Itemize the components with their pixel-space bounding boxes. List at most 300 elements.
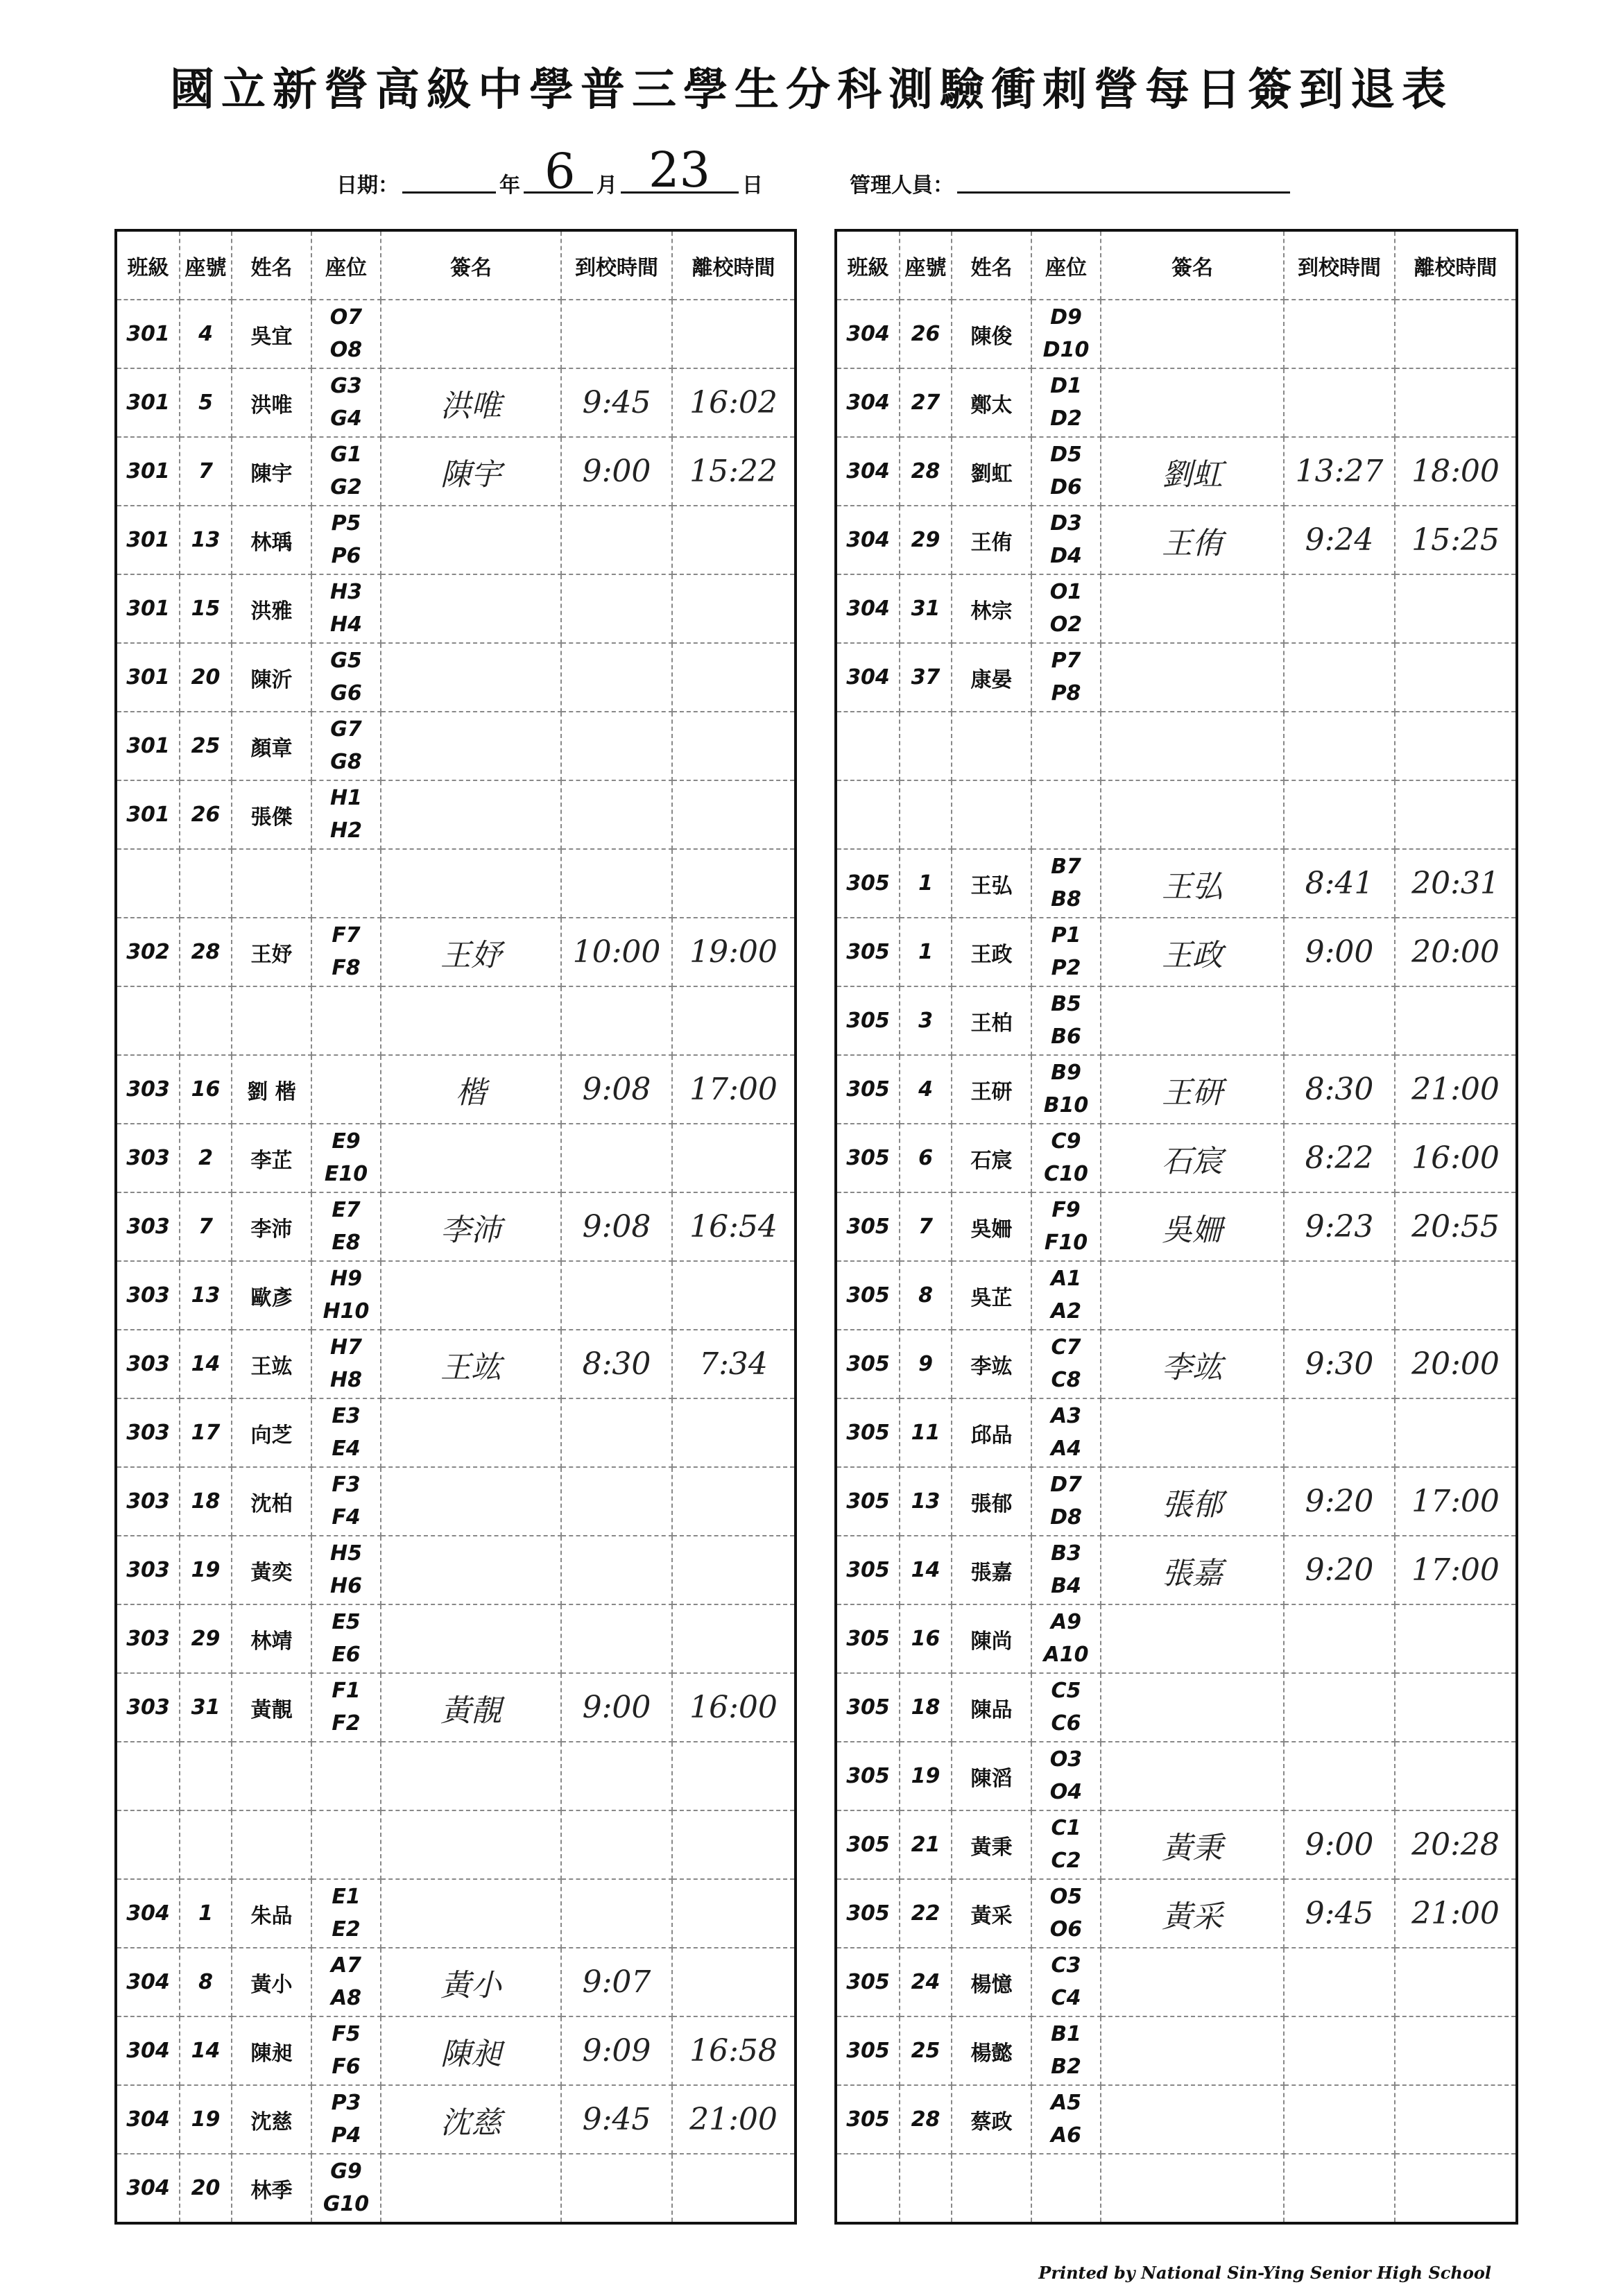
day-label: 日 xyxy=(742,173,763,198)
name-cell: 陳宇 xyxy=(232,437,311,506)
departure-time-cell xyxy=(672,1330,796,1398)
class-cell xyxy=(836,2154,900,2223)
departure-time-cell xyxy=(672,2154,796,2223)
seat-code: F2 xyxy=(332,1711,361,1736)
table-row xyxy=(836,574,1517,643)
day-value: 23 xyxy=(649,142,711,198)
seat-code: G10 xyxy=(323,2191,370,2216)
departure-time-cell xyxy=(1395,1124,1517,1192)
column-header: 簽名 xyxy=(381,230,561,300)
table-row xyxy=(836,2016,1517,2085)
arrival-time-cell xyxy=(1284,2154,1395,2223)
seat-code: C8 xyxy=(1051,1367,1081,1392)
arrival-time-cell xyxy=(561,300,672,368)
page-title: 國立新營高級中學普三學生分科測驗衝刺營每日簽到退表 xyxy=(170,64,1453,116)
handwritten-arrival-time: 9:45 xyxy=(582,385,651,420)
class-cell: 303 xyxy=(116,1192,180,1261)
seat-number-cell: 18 xyxy=(900,1673,952,1742)
seat-code: D9 xyxy=(1050,305,1082,329)
seat-code: A7 xyxy=(330,1953,362,1978)
seat-code: G9 xyxy=(330,2159,362,2184)
table-row xyxy=(836,1948,1517,2016)
table-row xyxy=(836,2154,1517,2223)
handwritten-arrival-time: 8:30 xyxy=(1305,1072,1374,1107)
name-cell: 康晏 xyxy=(952,643,1031,712)
seat-code: H5 xyxy=(330,1541,362,1566)
seat-code: C7 xyxy=(1051,1335,1081,1360)
class-cell: 303 xyxy=(116,1055,180,1124)
arrival-time-cell xyxy=(561,1536,672,1604)
signature-cell xyxy=(1101,643,1284,712)
seat-cell xyxy=(311,1948,381,2016)
name-cell: 王妤 xyxy=(232,918,311,986)
name-cell: 陳沂 xyxy=(232,643,311,712)
seat-code: A1 xyxy=(1050,1267,1082,1291)
year-label: 年 xyxy=(499,173,520,198)
seat-code: F3 xyxy=(332,1473,361,1497)
seat-code: H3 xyxy=(330,580,362,604)
name-cell: 吳姍 xyxy=(952,1192,1031,1261)
arrival-time-cell xyxy=(561,2154,672,2223)
table-row xyxy=(836,1467,1517,1536)
name-cell: 劉 楷 xyxy=(232,1055,311,1124)
seat-code: P4 xyxy=(331,2123,361,2148)
seat-number-cell xyxy=(180,849,232,918)
manager-blank xyxy=(957,191,1290,194)
column-header: 離校時間 xyxy=(1395,230,1517,300)
handwritten-signature: 李竑 xyxy=(1162,1349,1223,1385)
seat-number-cell: 16 xyxy=(900,1604,952,1673)
signature-cell xyxy=(381,780,561,849)
seat-code: B3 xyxy=(1051,1541,1081,1566)
handwritten-arrival-time: 9:08 xyxy=(582,1072,651,1107)
handwritten-signature: 沈慈 xyxy=(440,2105,501,2141)
handwritten-departure-time: 18:00 xyxy=(1411,454,1500,489)
departure-time-cell xyxy=(1395,643,1517,712)
seat-code: C4 xyxy=(1051,1985,1081,2010)
arrival-time-cell xyxy=(1284,1604,1395,1673)
table-row xyxy=(116,1742,796,1810)
departure-time-cell xyxy=(1395,1261,1517,1330)
signature-cell xyxy=(381,1810,561,1879)
seat-cell xyxy=(1031,1398,1101,1467)
seat-cell xyxy=(311,1192,381,1261)
seat-number-cell: 1 xyxy=(180,1879,232,1948)
handwritten-departure-time: 16:00 xyxy=(1411,1140,1500,1176)
seat-number-cell: 7 xyxy=(900,1192,952,1261)
handwritten-arrival-time: 9:09 xyxy=(582,2033,651,2068)
column-header: 座號 xyxy=(180,230,232,300)
year-blank xyxy=(402,191,496,194)
seat-code: P7 xyxy=(1051,649,1081,673)
handwritten-arrival-time: 8:22 xyxy=(1305,1140,1374,1176)
arrival-time-cell xyxy=(561,712,672,780)
table-row xyxy=(836,1261,1517,1330)
seat-number-cell: 14 xyxy=(900,1536,952,1604)
arrival-time-cell xyxy=(1284,437,1395,506)
name-cell: 黃奕 xyxy=(232,1536,311,1604)
seat-code: D10 xyxy=(1042,337,1090,362)
seat-code: H7 xyxy=(330,1335,362,1360)
name-cell: 王弘 xyxy=(952,849,1031,918)
arrival-time-cell xyxy=(561,437,672,506)
departure-time-cell xyxy=(1395,2154,1517,2223)
seat-code: A9 xyxy=(1050,1610,1082,1634)
name-cell: 王侑 xyxy=(952,506,1031,574)
handwritten-arrival-time: 9:07 xyxy=(582,1964,651,2000)
handwritten-signature: 王政 xyxy=(1162,937,1223,973)
name-cell: 沈慈 xyxy=(232,2085,311,2154)
arrival-time-cell xyxy=(561,1742,672,1810)
arrival-time-cell xyxy=(1284,986,1395,1055)
seat-number-cell: 11 xyxy=(900,1398,952,1467)
seat-cell xyxy=(1031,2016,1101,2085)
arrival-time-cell xyxy=(561,1604,672,1673)
class-cell: 305 xyxy=(836,1192,900,1261)
class-cell: 301 xyxy=(116,780,180,849)
seat-number-cell: 8 xyxy=(900,1261,952,1330)
handwritten-signature: 王妤 xyxy=(440,937,501,973)
seat-number-cell xyxy=(900,780,952,849)
seat-code: F6 xyxy=(332,2054,361,2079)
seat-cell xyxy=(1031,1261,1101,1330)
seat-cell xyxy=(311,1330,381,1398)
class-cell: 304 xyxy=(116,1879,180,1948)
departure-time-cell xyxy=(1395,1948,1517,2016)
signature-cell xyxy=(1101,1398,1284,1467)
seat-code: E5 xyxy=(332,1610,361,1634)
table-row xyxy=(116,1948,796,2016)
seat-number-cell: 5 xyxy=(180,368,232,437)
name-cell: 陳俊 xyxy=(952,300,1031,368)
seat-code: B6 xyxy=(1051,1024,1081,1049)
name-cell: 王竑 xyxy=(232,1330,311,1398)
signature-cell xyxy=(381,1192,561,1261)
column-header: 班級 xyxy=(836,230,900,300)
table-row xyxy=(116,712,796,780)
seat-number-cell: 2 xyxy=(180,1124,232,1192)
signature-cell xyxy=(1101,574,1284,643)
seat-number-cell: 19 xyxy=(900,1742,952,1810)
seat-number-cell: 31 xyxy=(900,574,952,643)
departure-time-cell xyxy=(672,1536,796,1604)
seat-cell xyxy=(311,1604,381,1673)
seat-cell xyxy=(1031,1055,1101,1124)
table-row xyxy=(116,1810,796,1879)
handwritten-arrival-time: 9:30 xyxy=(1305,1346,1374,1382)
seat-code: F1 xyxy=(332,1679,361,1703)
seat-cell xyxy=(1031,574,1101,643)
seat-cell xyxy=(311,780,381,849)
seat-code: E4 xyxy=(332,1436,361,1461)
arrival-time-cell xyxy=(561,1467,672,1536)
column-header: 班級 xyxy=(116,230,180,300)
arrival-time-cell xyxy=(1284,1810,1395,1879)
seat-cell xyxy=(1031,300,1101,368)
seat-cell xyxy=(311,437,381,506)
seat-code: C10 xyxy=(1044,1161,1088,1186)
signature-cell xyxy=(381,986,561,1055)
arrival-time-cell xyxy=(1284,1261,1395,1330)
seat-code: B10 xyxy=(1043,1093,1089,1117)
table-row xyxy=(836,506,1517,574)
arrival-time-cell xyxy=(1284,849,1395,918)
handwritten-departure-time: 20:28 xyxy=(1411,1827,1500,1862)
header-row xyxy=(116,230,796,300)
arrival-time-cell xyxy=(561,1330,672,1398)
column-header: 座位 xyxy=(1031,230,1101,300)
seat-cell xyxy=(1031,1810,1101,1879)
table-row xyxy=(116,1604,796,1673)
handwritten-arrival-time: 8:30 xyxy=(582,1346,651,1382)
class-cell: 304 xyxy=(836,506,900,574)
seat-number-cell: 17 xyxy=(180,1398,232,1467)
table-row xyxy=(836,2085,1517,2154)
class-cell: 305 xyxy=(836,1467,900,1536)
signature-cell xyxy=(381,1055,561,1124)
seat-code: O1 xyxy=(1049,580,1083,604)
seat-code: G5 xyxy=(330,649,362,673)
table-row xyxy=(116,1192,796,1261)
table-row xyxy=(116,2085,796,2154)
signature-cell xyxy=(381,1948,561,2016)
departure-time-cell xyxy=(672,574,796,643)
arrival-time-cell xyxy=(1284,574,1395,643)
handwritten-signature: 黃靚 xyxy=(440,1693,501,1729)
departure-time-cell xyxy=(672,1261,796,1330)
handwritten-departure-time: 21:00 xyxy=(689,2102,778,2137)
seat-number-cell: 25 xyxy=(900,2016,952,2085)
table-row xyxy=(116,1467,796,1536)
seat-code: D4 xyxy=(1050,543,1082,568)
arrival-time-cell xyxy=(561,780,672,849)
signature-cell xyxy=(1101,300,1284,368)
handwritten-arrival-time: 9:20 xyxy=(1305,1484,1374,1519)
class-cell: 303 xyxy=(116,1398,180,1467)
table-row xyxy=(116,780,796,849)
name-cell xyxy=(952,780,1031,849)
class-cell xyxy=(836,712,900,780)
name-cell: 洪雅 xyxy=(232,574,311,643)
seat-cell xyxy=(1031,1742,1101,1810)
table-row xyxy=(116,643,796,712)
seat-cell xyxy=(311,1536,381,1604)
signature-cell xyxy=(1101,1261,1284,1330)
signature-cell xyxy=(381,1879,561,1948)
table-row xyxy=(836,1192,1517,1261)
seat-number-cell xyxy=(180,1810,232,1879)
signature-cell xyxy=(381,1330,561,1398)
name-cell xyxy=(232,986,311,1055)
class-cell: 305 xyxy=(836,1398,900,1467)
seat-cell xyxy=(311,918,381,986)
seat-code: C6 xyxy=(1051,1711,1081,1736)
table-row xyxy=(836,437,1517,506)
seat-cell xyxy=(311,1398,381,1467)
departure-time-cell xyxy=(672,2016,796,2085)
seat-number-cell: 29 xyxy=(180,1604,232,1673)
name-cell: 顏章 xyxy=(232,712,311,780)
handwritten-signature: 石宸 xyxy=(1162,1143,1223,1179)
handwritten-departure-time: 20:00 xyxy=(1411,934,1500,970)
arrival-time-cell xyxy=(1284,1330,1395,1398)
seat-code: G7 xyxy=(330,717,362,742)
arrival-time-cell xyxy=(1284,368,1395,437)
seat-number-cell: 7 xyxy=(180,1192,232,1261)
handwritten-arrival-time: 9:00 xyxy=(1305,934,1374,970)
seat-cell xyxy=(311,300,381,368)
seat-code: D3 xyxy=(1050,511,1082,536)
name-cell: 陳品 xyxy=(952,1673,1031,1742)
seat-cell xyxy=(311,1673,381,1742)
seat-code: D7 xyxy=(1050,1473,1082,1497)
seat-cell xyxy=(1031,1330,1101,1398)
column-header: 座位 xyxy=(311,230,381,300)
arrival-time-cell xyxy=(561,1673,672,1742)
seat-code: F8 xyxy=(332,955,361,980)
left-roster-table xyxy=(114,229,797,2225)
class-cell: 305 xyxy=(836,1536,900,1604)
seat-cell xyxy=(1031,1879,1101,1948)
handwritten-arrival-time: 9:24 xyxy=(1305,522,1374,558)
seat-number-cell: 18 xyxy=(180,1467,232,1536)
seat-cell xyxy=(1031,1673,1101,1742)
arrival-time-cell xyxy=(1284,780,1395,849)
table-row xyxy=(116,368,796,437)
handwritten-arrival-time: 8:41 xyxy=(1305,866,1374,901)
table-row xyxy=(836,1536,1517,1604)
seat-code: O6 xyxy=(1049,1917,1083,1942)
seat-code: A8 xyxy=(330,1985,362,2010)
handwritten-departure-time: 16:58 xyxy=(689,2033,778,2068)
name-cell: 林靖 xyxy=(232,1604,311,1673)
name-cell: 洪唯 xyxy=(232,368,311,437)
name-cell: 張郁 xyxy=(952,1467,1031,1536)
handwritten-departure-time: 19:00 xyxy=(689,934,778,970)
class-cell: 305 xyxy=(836,2085,900,2154)
seat-code: P6 xyxy=(331,543,361,568)
signature-cell xyxy=(1101,1124,1284,1192)
name-cell: 李竑 xyxy=(952,1330,1031,1398)
seat-code: E10 xyxy=(324,1161,368,1186)
handwritten-signature: 楷 xyxy=(456,1074,486,1111)
name-cell: 林瑀 xyxy=(232,506,311,574)
seat-code: G2 xyxy=(330,474,362,499)
name-cell: 石宸 xyxy=(952,1124,1031,1192)
seat-number-cell: 19 xyxy=(180,1536,232,1604)
class-cell: 303 xyxy=(116,1124,180,1192)
handwritten-signature: 陳昶 xyxy=(440,2036,501,2072)
seat-number-cell: 1 xyxy=(900,849,952,918)
signature-cell xyxy=(381,506,561,574)
seat-cell xyxy=(1031,1124,1101,1192)
arrival-time-cell xyxy=(1284,1742,1395,1810)
table-row xyxy=(116,1879,796,1948)
departure-time-cell xyxy=(672,918,796,986)
arrival-time-cell xyxy=(561,918,672,986)
departure-time-cell xyxy=(672,1467,796,1536)
seat-code: O8 xyxy=(329,337,363,362)
class-cell: 301 xyxy=(116,643,180,712)
handwritten-signature: 張嘉 xyxy=(1162,1555,1223,1591)
seat-code: P5 xyxy=(331,511,361,536)
signature-cell xyxy=(381,1398,561,1467)
printer-credit: Printed by National Sin-Ying Senior High School xyxy=(1038,2263,1491,2283)
table-row xyxy=(116,849,796,918)
seat-number-cell: 20 xyxy=(180,2154,232,2223)
seat-code: A4 xyxy=(1050,1436,1082,1461)
seat-code: A6 xyxy=(1050,2123,1082,2148)
seat-code: H8 xyxy=(330,1367,362,1392)
seat-code: O3 xyxy=(1049,1747,1083,1772)
seat-cell xyxy=(311,1879,381,1948)
departure-time-cell xyxy=(1395,300,1517,368)
header-row xyxy=(836,230,1517,300)
handwritten-arrival-time: 9:45 xyxy=(1305,1896,1374,1931)
seat-cell xyxy=(1031,506,1101,574)
handwritten-signature: 王侑 xyxy=(1162,525,1223,561)
seat-number-cell: 14 xyxy=(180,1330,232,1398)
signature-cell xyxy=(1101,1192,1284,1261)
handwritten-arrival-time: 9:23 xyxy=(1305,1209,1374,1244)
class-cell: 305 xyxy=(836,1879,900,1948)
seat-code: E2 xyxy=(332,1917,361,1942)
departure-time-cell xyxy=(1395,712,1517,780)
handwritten-departure-time: 21:00 xyxy=(1411,1896,1500,1931)
class-cell: 301 xyxy=(116,368,180,437)
class-cell: 305 xyxy=(836,1330,900,1398)
signature-cell xyxy=(381,368,561,437)
class-cell: 303 xyxy=(116,1604,180,1673)
seat-cell xyxy=(311,506,381,574)
seat-code: D8 xyxy=(1050,1505,1082,1530)
handwritten-arrival-time: 13:27 xyxy=(1295,454,1384,489)
arrival-time-cell xyxy=(1284,918,1395,986)
seat-cell xyxy=(1031,780,1101,849)
departure-time-cell xyxy=(1395,1810,1517,1879)
handwritten-arrival-time: 9:08 xyxy=(582,1209,651,1244)
seat-number-cell: 29 xyxy=(900,506,952,574)
seat-code: D1 xyxy=(1050,374,1082,398)
departure-time-cell xyxy=(1395,506,1517,574)
departure-time-cell xyxy=(672,1948,796,2016)
name-cell: 向芝 xyxy=(232,1398,311,1467)
table-row xyxy=(836,849,1517,918)
class-cell: 304 xyxy=(836,437,900,506)
arrival-time-cell xyxy=(1284,1467,1395,1536)
handwritten-signature: 王弘 xyxy=(1162,868,1223,905)
departure-time-cell xyxy=(672,849,796,918)
seat-code: H10 xyxy=(323,1299,370,1323)
class-cell: 304 xyxy=(116,2085,180,2154)
seat-code: C9 xyxy=(1051,1129,1081,1154)
signature-cell xyxy=(1101,1673,1284,1742)
seat-code: E1 xyxy=(332,1885,361,1909)
seat-cell xyxy=(1031,1192,1101,1261)
seat-number-cell: 1 xyxy=(900,918,952,986)
handwritten-departure-time: 17:00 xyxy=(689,1072,778,1107)
departure-time-cell xyxy=(672,1742,796,1810)
name-cell: 林季 xyxy=(232,2154,311,2223)
seat-cell xyxy=(1031,918,1101,986)
arrival-time-cell xyxy=(1284,1879,1395,1948)
seat-code: A10 xyxy=(1043,1642,1089,1667)
table-row xyxy=(836,1604,1517,1673)
class-cell: 304 xyxy=(116,2154,180,2223)
arrival-time-cell xyxy=(561,368,672,437)
departure-time-cell xyxy=(1395,1398,1517,1467)
signature-cell xyxy=(381,849,561,918)
